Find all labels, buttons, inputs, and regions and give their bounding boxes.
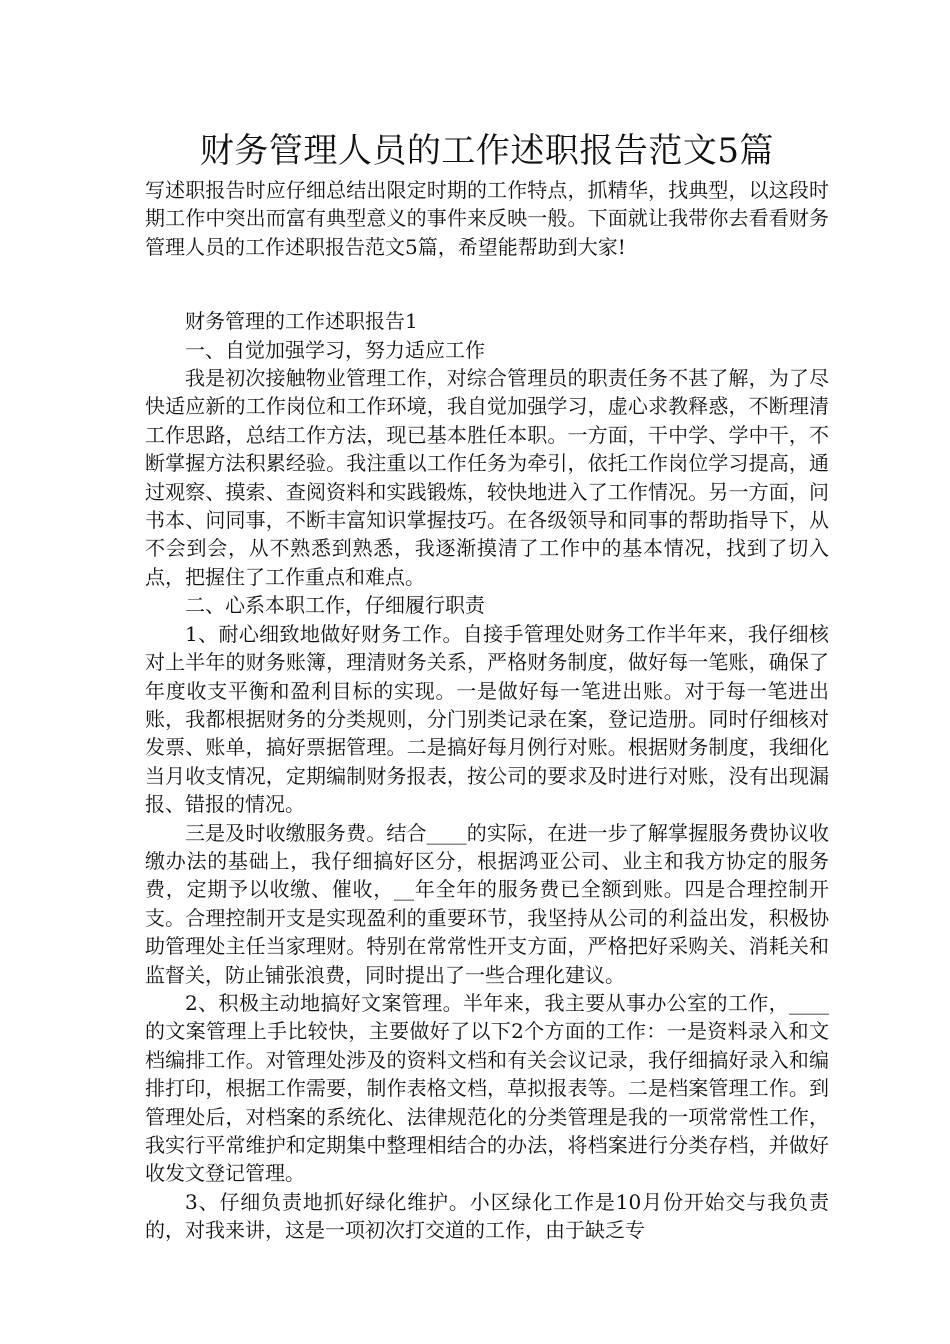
section1-heading: 一、自觉加强学习，努力适应工作 (185, 337, 485, 362)
report-heading: 财务管理的工作述职报告1 (185, 309, 418, 334)
intro-paragraph: 写述职报告时应仔细总结出限定时期的工作特点，抓精华，找典型，以这段时期工作中突出而富有典型意义的事件来反映一般。下面就让我带你去看看财务管理人员的工作述职报告范文5篇，希望能帮助到大家! (145, 178, 829, 259)
document-title: 财务管理人员的工作述职报告范文5篇 (199, 131, 775, 171)
section2-paragraph-4: 3、仔细负责地抓好绿化维护。小区绿化工作是10月份开始交与我负责的，对我来讲，这是一项初次打交道的工作，由于缺乏专 (145, 1189, 829, 1243)
section2-paragraph-3: 2、积极主动地搞好文案管理。半年来，我主要从事办公室的工作，____的文案管理上手比较快，主要做好了以下2个方面的工作：一是资料录入和文档编排工作。对管理处涉及的资料文档和有关会议记录，我仔细搞好录入和编排打印，根据工作需要，制作表格文档，草拟报表等。二是档案管理工作。到管理处后，对档案的系统化、法律规范化的分类管理是我的一项常常性工作，我实行平常维护和定期集中整理相结合的办法，将档案进行分类存档，并做好收发文登记管理。 (145, 990, 829, 1186)
section2-heading: 二、心系本职工作，仔细履行职责 (185, 593, 485, 618)
document-page (145, 128, 829, 1245)
blank-line (145, 261, 829, 307)
section2-paragraph-1: 1、耐心细致地做好财务工作。自接手管理处财务工作半年来，我仔细核对上半年的财务账簿，理清财务关系，严格财务制度，做好每一笔账，确保了年度收支平衡和盈利目标的实现。一是做好每一笔进出账。对于每一笔进出账，我都根据财务的分类规则，分门别类记录在案，登记造册。同时仔细核对发票、账单，搞好票据管理。二是搞好每月例行对账。根据财务制度，我细化当月收支情况，定期编制财务报表，按公司的要求及时进行对账，没有出现漏报、错报的情况。 (145, 621, 829, 817)
section1-paragraph: 我是初次接触物业管理工作，对综合管理员的职责任务不甚了解，为了尽快适应新的工作岗位和工作环境，我自觉加强学习，虚心求教释惑，不断理清工作思路，总结工作方法，现已基本胜任本职。一方面，干中学、学中干，不断掌握方法积累经验。我注重以工作任务为牵引，依托工作岗位学习提高，通过观察、摸索、查阅资料和实践锻炼，较快地进入了工作情况。另一方面，问书本、问同事，不断丰富知识掌握技巧。在各级领导和同事的帮助指导下，从不会到会，从不熟悉到熟悉，我逐渐摸清了工作中的基本情况，找到了切入点，把握住了工作重点和难点。 (145, 366, 829, 589)
section2-paragraph-2: 三是及时收缴服务费。结合____的实际，在进一步了解掌握服务费协议收缴办法的基础上，我仔细搞好区分，根据鸿亚公司、业主和我方协定的服务费，定期予以收缴、催收，__年全年的服务费已全额到账。四是合理控制开支。合理控制开支是实现盈利的重要环节，我坚持从公司的利益出发，积极协助管理处主任当家理财。特别在常常性开支方面，严格把好采购关、消耗关和监督关，防止铺张浪费，同时提出了一些合理化建议。 (145, 820, 829, 987)
